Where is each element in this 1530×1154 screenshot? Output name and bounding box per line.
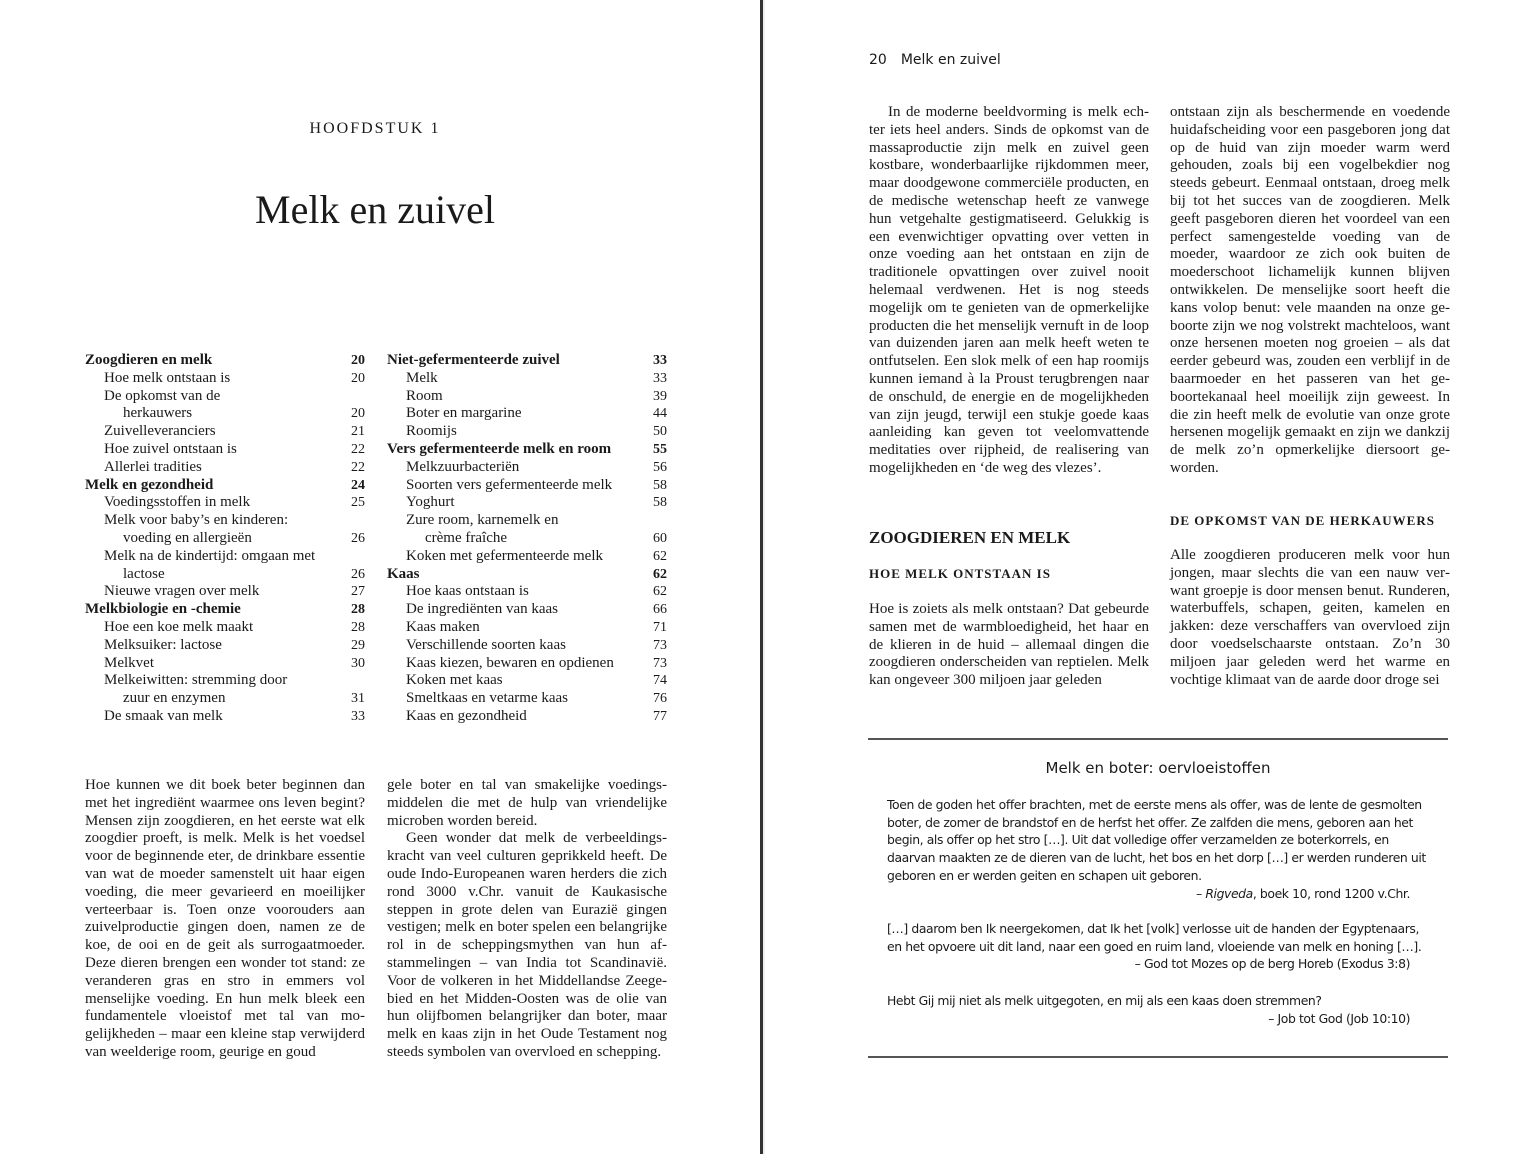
toc-page-number: 66 (653, 602, 667, 618)
toc-entry-title-text: Kaas (387, 565, 420, 582)
toc-page-number: 25 (351, 495, 365, 511)
toc-subsection-entry (85, 441, 365, 459)
toc-subsection-entry (387, 708, 667, 726)
toc-entry-title (387, 690, 637, 708)
toc-section-entry (85, 352, 365, 370)
toc-entry-title-text: Niet-gefermenteerde zuivel (387, 352, 560, 368)
toc-page-number: 33 (653, 353, 667, 368)
toc-entry-title-text: Kaas maken (406, 618, 480, 635)
body-paragraph: In de moderne beeldvorming is melk echter iets heel anders. Sinds de opkomst van de massaproductie zijn melk en zuivel geen kostbare, wonderbaarlijke rijkdommen meer, maar doodgewone commerciële producten, en de medische wetenschap heeft ze vanwege hun vetgehalte gestigmatiseerd. Gelukkig is een evenwichtiger opvatting over vetten in onze voeding aan het ontstaan en zijn de traditionele opvattingen over zuivel nooit helemaal verdwenen. Het is nog steeds mogelijk om te genieten van de opmerkelijke producten die het menselijk vernuft in de loop van duizenden jaren aan melk heeft weten te ontfutselen. Een slok melk of een hap roomijs kunnen iemand à la Proust terugbrengen naar de onschuld, de energie en de mogelijkheden van zijn jeugd, terwijl een stukje goede kaas aanleiding kan geven tot veelomvattende meditaties over rijpheid, de realisering van mogelijkheden en ‘de weg des vlezes’. (869, 104, 1149, 476)
toc-page-number: 26 (351, 530, 365, 546)
toc-section-entry (85, 477, 365, 495)
toc-entry-title (85, 441, 335, 459)
intro-paragraph: Hoe kunnen we dit boek beter beginnen dan met het ingrediënt waarmee ons leven begint? Mensen zijn zoogdieren, en het eerste wat elk zoogdier proeft, is melk. Melk is het voedsel voor de beginnende eter, de drinkbare essentie van wat de moeder samenstelt uit haar eigen voeding, die meer gevarieerd en moeilijker verteerbaar is. Toen onze voorouders aan zuivelproductie gingen doen, namen ze de koe, de ooi en de geit als surrogaatmoeder. Deze dieren brengen een wonder tot stand: ze veranderen gras en stro in emmers vol menselijke voeding. En hun melk bleek een fundamentele vloeistof met tal van mogelijkheden – maar een kleine stap verwijderd van weelderige room, geurige en goud (85, 777, 365, 1060)
toc-entry-title (387, 459, 637, 477)
quote-block (887, 992, 1432, 1027)
toc-page-number: 62 (653, 548, 667, 564)
toc-subsection-entry (387, 655, 667, 673)
toc-entry-title-text: Kaas kiezen, bewaren en opdienen (406, 654, 614, 671)
toc-entry-title (85, 655, 335, 673)
toc-subsection-entry (387, 423, 667, 441)
toc-section-entry (387, 352, 667, 370)
toc-page-number: 28 (351, 619, 365, 635)
toc-subsection-entry (85, 370, 365, 388)
toc-entry-title-text: Melk na de kindertijd: omgaan met (104, 547, 316, 564)
toc-page-number: 39 (653, 388, 667, 404)
toc-page-number: 76 (653, 691, 667, 707)
toc-subsection-entry (387, 601, 667, 619)
toc-entry-title-text: Zuivelleveranciers (104, 423, 216, 440)
toc-page-number: 55 (653, 441, 667, 457)
toc-entry-title (85, 477, 335, 495)
toc-entry-title (85, 672, 335, 708)
toc-entry-title (387, 512, 637, 548)
quote-text: Hebt Gij mij niet als melk uitgegoten, en mij als een kaas doen stremmen? (887, 993, 1322, 1008)
toc-entry-title (387, 566, 637, 584)
toc-page-number: 24 (351, 477, 365, 493)
quote-source-dash: – (1195, 885, 1206, 901)
toc-page-number: 58 (653, 495, 667, 511)
toc-entry-title-text: Melk voor baby’s en kinderen: (104, 512, 289, 529)
toc-entry-title (387, 655, 637, 673)
toc-entry-title-text: Melk (406, 369, 438, 386)
toc-entry-title-text: Hoe zuivel ontstaan is (104, 440, 237, 457)
toc-page-number: 26 (351, 566, 365, 582)
toc-entry-title (85, 619, 335, 637)
toc-entry-title-text: Allerlei tradities (104, 458, 202, 475)
body-column-2 (1170, 104, 1450, 478)
toc-page-number: 33 (351, 708, 365, 724)
toc-entry-title (85, 708, 335, 726)
toc-entry-title (387, 388, 637, 406)
toc-subsection-entry (85, 548, 365, 584)
toc-entry-title-text: Yoghurt (406, 494, 455, 511)
chapter-label: HOOFDSTUK 1 (309, 120, 441, 137)
toc-page-number: 21 (351, 424, 365, 440)
toc-entry-title-text: Zoogdieren en melk (85, 352, 213, 368)
toc-subsection-entry (387, 619, 667, 637)
toc-entry-title (85, 583, 335, 601)
toc-entry-title (85, 637, 335, 655)
toc-entry-title-text: Hoe kaas ontstaan is (406, 583, 529, 600)
toc-entry-title (387, 637, 637, 655)
toc-subsection-entry (387, 512, 667, 548)
intro-column-2 (387, 777, 667, 1062)
toc-page-number: 20 (351, 406, 365, 422)
toc-entry-title-text: Verschillende soorten kaas (406, 636, 566, 653)
body-paragraph: ontstaan zijn als beschermende en voedende huidafscheiding voor een pasgeboren jong dat op de huid van zijn moeder warm werd gehouden, zoals bij een vogelbekdier nog steeds gebeurt. Eenmaal ontstaan, droeg melk bij tot het succes van de zoogdieren. Melk geeft pasgeboren dieren het voordeel van een perfect samengestelde voeding van de moeder, waardoor ze zich ook buiten de moederschoot lichamelijk kunnen blijven ontwikkelen. De menselijke soort heeft die kans volop benut: vele maanden na onze geboorte zijn we nog volstrekt machteloos, want onze hersenen moeten nog groeien – als dat eerder gebeurd was, zouden een verblijf in de baarmoeder en het passeren van het geboortekanaal heel moeilijk zijn geweest. In die zin heeft melk de evolutie van onze grote hersenen mogelijk gemaakt en zijn we dankzij de melk zo’n opmerkelijke diersoort geworden. (1170, 104, 1450, 476)
toc-subsection-entry (85, 619, 365, 637)
toc-page-number: 20 (351, 370, 365, 386)
toc-page-number: 62 (653, 584, 667, 600)
subsection-heading: DE OPKOMST VAN DE HERKAUWERS (1170, 513, 1435, 528)
toc-entry-title (85, 459, 335, 477)
toc-page-number: 74 (653, 673, 667, 689)
toc-subsection-entry (387, 459, 667, 477)
toc-entry-title (387, 477, 637, 495)
body-paragraph: Hoe is zoiets als melk ontstaan? Dat gebeurde samen met de warmbloedigheid, het haar en de klieren in de huid – allemaal dingen die zoogdieren onderscheiden van reptielen. Melk kan ongeveer 300 miljoen jaar geleden (869, 601, 1149, 689)
toc-entry-title (85, 548, 335, 584)
toc-page-number: 73 (653, 637, 667, 653)
toc-entry-title-text: Melksuiker: lactose (104, 636, 222, 653)
toc-page-number: 22 (351, 441, 365, 457)
toc-page-number: 44 (653, 406, 667, 422)
toc-subsection-entry (387, 672, 667, 690)
toc-page-number: 71 (653, 619, 667, 635)
toc-subsection-entry (85, 494, 365, 512)
toc-entry-title-text: Vers gefermenteerde melk en room (387, 440, 612, 457)
toc-entry-title-continuation: voeding en allergieën (123, 529, 252, 546)
subsection-heading: HOE MELK ONTSTAAN IS (869, 566, 1051, 581)
toc-subsection-entry (387, 477, 667, 495)
toc-section-entry (387, 441, 667, 459)
toc-subsection-entry (387, 690, 667, 708)
toc-entry-title (387, 548, 637, 566)
quote-text: Toen de goden het offer brachten, met de eerste mens als offer, was de lente de gesmolten boter, de zomer de brandstof en de herfst het offer. Ze zalfden die mens, geboren aan het begin, als offer op het stro […]. Uit dat volledige offer verzamelden ze boterkorrels, en daarvan maakten ze de dieren van de lucht, het bos en het dorp […] er werden runderen uit geboren en er werden geiten en schapen uit geboren. (887, 797, 1426, 883)
toc-page-number: 56 (653, 459, 667, 475)
toc-page-number: 33 (653, 370, 667, 386)
toc-entry-title-text: Nieuwe vragen over melk (104, 583, 260, 600)
toc-entry-title (387, 441, 637, 459)
toc-entry-title-text: Smeltkaas en vetarme kaas (406, 690, 569, 707)
toc-entry-title (387, 370, 637, 388)
toc-page-number: 60 (653, 530, 667, 546)
toc-entry-title-text: De opkomst van de (104, 387, 221, 404)
toc-entry-title-text: Zure room, karnemelk en (406, 512, 559, 529)
quote-source-detail: , boek 10, rond 1200 v.Chr. (1252, 885, 1410, 901)
toc-entry-title (85, 388, 335, 424)
intro-paragraph: gele boter en tal van smakelijke voedingsmiddelen die met de hulp van vriendelijke microben worden bereid. (387, 777, 667, 829)
toc-subsection-entry (387, 548, 667, 566)
toc-entry-title (387, 405, 637, 423)
toc-entry-title-text: Roomijs (406, 423, 457, 440)
quote-source-title: Rigveda (1205, 885, 1253, 901)
toc-subsection-entry (387, 370, 667, 388)
running-title: Melk en zuivel (900, 52, 1001, 68)
toc-entry-title-text: De ingrediënten van kaas (406, 601, 559, 618)
toc-entry-title (387, 708, 637, 726)
toc-entry-title (387, 352, 637, 370)
toc-entry-title-text: Boter en margarine (406, 405, 522, 422)
body-column-1-lower (869, 601, 1149, 690)
intro-column-1 (85, 777, 365, 1062)
toc-entry-title (85, 601, 335, 619)
toc-entry-title-text: Soorten vers gefermenteerde melk (406, 476, 613, 493)
page-number: 20 (869, 52, 887, 68)
toc-entry-title-text: Room (406, 387, 443, 404)
toc-entry-title-text: Hoe een koe melk maakt (104, 618, 254, 635)
toc-entry-title-text: Hoe melk ontstaan is (104, 369, 231, 386)
quote-source: – God tot Mozes op de berg Horeb (Exodus 3:8) (1134, 956, 1410, 972)
toc-entry-title-continuation: crème fraîche (425, 529, 508, 546)
quote-source (887, 885, 1432, 903)
toc-subsection-entry (387, 405, 667, 423)
toc-entry-title-text: Koken met gefermenteerde melk (406, 547, 603, 564)
toc-entry-title (85, 512, 335, 548)
toc-subsection-entry (85, 655, 365, 673)
toc-entry-title-text: Koken met kaas (406, 672, 503, 689)
toc-subsection-entry (85, 423, 365, 441)
toc-entry-title-text: Melkvet (104, 654, 154, 671)
toc-page-number: 62 (653, 566, 667, 582)
toc-entry-title-text: De smaak van melk (104, 707, 223, 724)
toc-entry-title-text: Melkeiwitten: stremming door (104, 672, 288, 689)
body-column-2-lower (1170, 547, 1450, 689)
toc-entry-title (85, 494, 335, 512)
toc-page-number: 27 (351, 584, 365, 600)
toc-section-entry (387, 566, 667, 584)
toc-section-entry (85, 601, 365, 619)
section-heading: ZOOGDIEREN EN MELK (869, 528, 1071, 547)
toc-entry-title-continuation: lactose (123, 565, 165, 582)
toc-entry-title-text: Melkzuurbacteriën (406, 458, 520, 475)
toc-entry-title (387, 494, 637, 512)
toc-entry-title-continuation: zuur en enzymen (123, 690, 226, 707)
sidebar-box-bottom-rule (868, 1056, 1448, 1058)
toc-entry-title (85, 370, 335, 388)
toc-subsection-entry (85, 459, 365, 477)
toc-page-number: 22 (351, 459, 365, 475)
toc-page-number: 30 (351, 655, 365, 671)
toc-subsection-entry (85, 583, 365, 601)
toc-subsection-entry (85, 708, 365, 726)
toc-subsection-entry (85, 672, 365, 708)
toc-subsection-entry (387, 494, 667, 512)
toc-entry-title (85, 352, 335, 370)
toc-page-number: 77 (653, 708, 667, 724)
toc-entry-title-text: Melk en gezondheid (85, 476, 214, 493)
body-column-1 (869, 104, 1149, 478)
sidebar-box-title: Melk en boter: oervloeistoffen (1045, 759, 1271, 777)
toc-entry-title-text: Voedingsstoffen in melk (104, 494, 251, 511)
quote-block (887, 920, 1432, 973)
chapter-title: Melk en zuivel (255, 187, 495, 232)
toc-subsection-entry (387, 583, 667, 601)
toc-subsection-entry (387, 637, 667, 655)
toc-entry-title (387, 672, 637, 690)
toc-page-number: 20 (351, 353, 365, 368)
toc-page-number: 58 (653, 477, 667, 493)
toc-entry-title-continuation: herkauwers (123, 405, 193, 422)
toc-page-number: 50 (653, 424, 667, 440)
toc-page-number: 31 (351, 691, 365, 707)
intro-paragraph: Geen wonder dat melk de verbeeldingskracht van veel culturen geprikkeld heeft. De oude Indo-Europeanen waren herders die zich rond 3000 v.Chr. vanuit de Kaukasische steppen in grote delen van Eurazië gingen vestigen; melk en boter spelen een belangrijke rol in de scheppingsmythen van hun afstammelingen – van India tot Scandinavië. Voor de volkeren in het Middellandse Zeegebied en het Midden-Oosten was de olie van hun olijfbomen belangrijker dan boter, maar melk en kaas zijn in het Oude Testament nog steeds symbolen van overvloed en schepping. (387, 830, 667, 1060)
toc-subsection-entry (85, 512, 365, 548)
toc-entry-title (387, 423, 637, 441)
quote-source: – Job tot God (Job 10:10) (1268, 1010, 1410, 1026)
page-spine-shadow (763, 0, 765, 1154)
sidebar-box-top-rule (868, 738, 1448, 740)
toc-entry-title (387, 583, 637, 601)
table-of-contents-left (85, 352, 365, 726)
toc-page-number: 73 (653, 655, 667, 671)
toc-entry-title (387, 601, 637, 619)
toc-page-number: 29 (351, 637, 365, 653)
quote-text: […] daarom ben Ik neergekomen, dat Ik het [volk] verlosse uit de handen der Egyptenaars, en het opvoere uit dit land, naar een goed en ruim land, vloeiende van melk en honing […]. (887, 921, 1422, 954)
running-head (869, 52, 1001, 68)
body-paragraph: Alle zoogdieren produceren melk voor hun jongen, maar slechts die van een nauw verwant groepje is door mensen benut. Runderen, waterbuffels, schapen, geiten, kamelen en jakken: deze verschaffers van overvloed zijn door voedselschaarste ontstaan. Zo’n 30 miljoen jaar geleden werd het warme en vochtige klimaat van de aarde door droge sei (1170, 547, 1450, 688)
toc-entry-title-text: Melkbiologie en -chemie (85, 601, 241, 618)
toc-subsection-entry (85, 637, 365, 655)
quote-block (887, 796, 1432, 902)
toc-entry-title (387, 619, 637, 637)
toc-entry-title-text: Kaas en gezondheid (406, 707, 527, 724)
toc-subsection-entry (387, 388, 667, 406)
toc-page-number: 28 (351, 602, 365, 618)
table-of-contents-right (387, 352, 667, 726)
toc-subsection-entry (85, 388, 365, 424)
toc-entry-title (85, 423, 335, 441)
